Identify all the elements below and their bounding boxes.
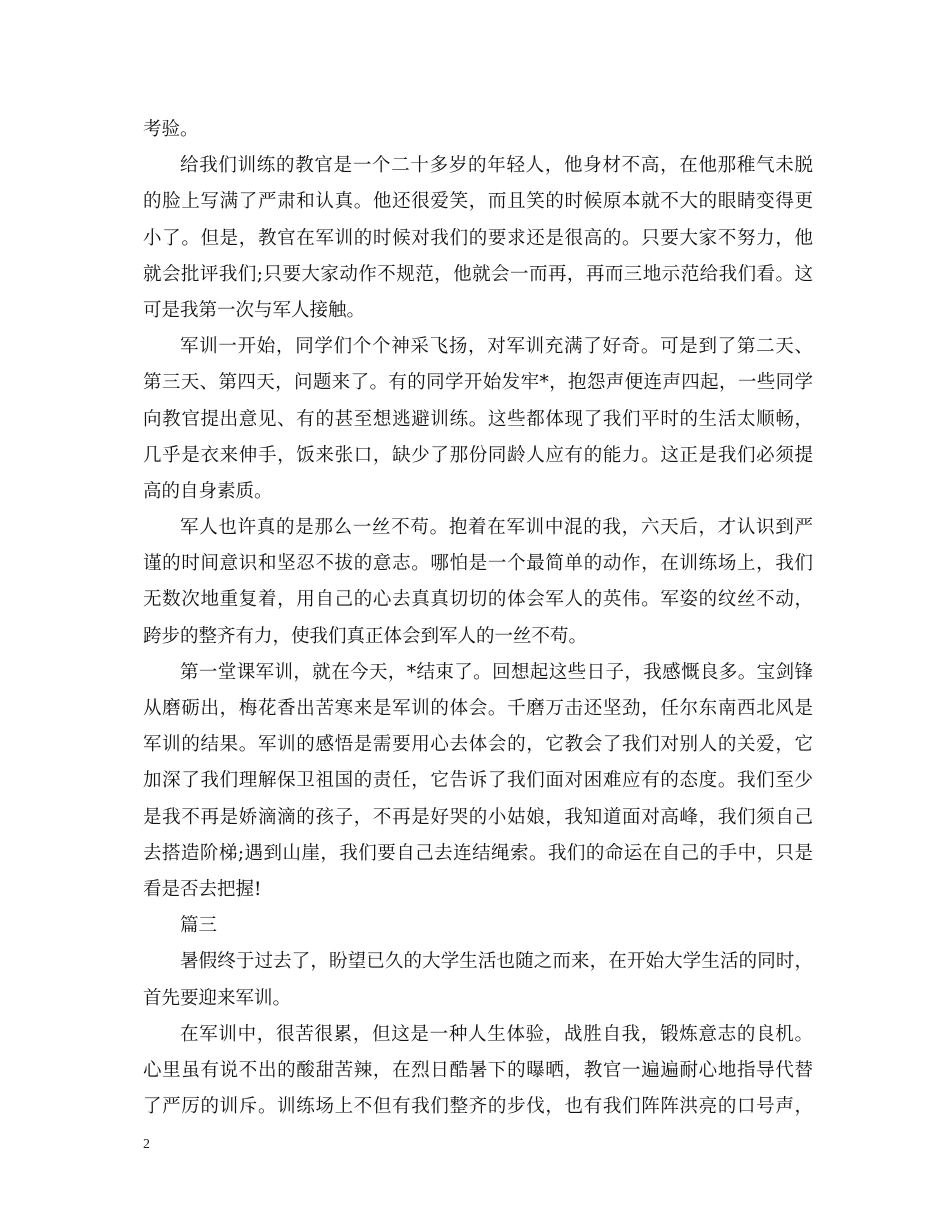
text-line: 高的自身素质。	[143, 480, 273, 502]
text-line: 去搭造阶梯;遇到山崖，我们要自己去连结绳索。我们的命运在自己的手中，只是	[143, 842, 813, 864]
text-line: 从磨砺出，梅花香出苦寒来是军训的体会。千磨万击还坚劲，任尔东南西北风是	[143, 698, 813, 719]
text-line: 是我不再是娇滴滴的孩子，不再是好哭的小姑娘，我知道面对高峰，我们须自己	[143, 806, 813, 828]
text-line: 跨步的整齐有力，使我们真正体会到军人的一丝不苟。	[143, 625, 588, 647]
text-line: 向教官提出意见、有的甚至想逃避训练。这些都体现了我们平时的生活太顺畅，	[143, 408, 813, 430]
text-line: 看是否去把握!	[143, 878, 262, 900]
text-line: 心里虽有说不出的酸甜苦辣，在烈日酷暑下的曝晒，教官一遍遍耐心地指导代替	[143, 1059, 813, 1081]
text-line: 军人也许真的是那么一丝不苟。抱着在军训中混的我，六天后，才认识到严	[180, 517, 813, 539]
page-number: 2	[143, 1137, 150, 1152]
text-line: 给我们训练的教官是一个二十多岁的年轻人，他身材不高，在他那稚气未脱	[180, 155, 813, 177]
text-line: 首先要迎来军训。	[143, 987, 292, 1009]
body-text	[143, 112, 813, 1125]
text-line: 第一堂课军训，就在今天，*结束了。回想起这些日子，我感慨良多。宝剑锋	[180, 661, 813, 683]
text-line: 暑假终于过去了，盼望已久的大学生活也随之而来，在开始大学生活的同时，	[180, 951, 813, 973]
text-line: 在军训中，很苦很累，但这是一种人生体验，战胜自我，锻炼意志的良机。	[180, 1023, 813, 1045]
text-line: 几乎是衣来伸手，饭来张口，缺少了那份同龄人应有的能力。这正是我们必须提	[143, 444, 813, 466]
text-line: 谨的时间意识和坚忍不拔的意志。哪怕是一个最简单的动作，在训练场上，我们	[143, 553, 813, 575]
text-line: 军训的结果。军训的感悟是需要用心去体会的，它教会了我们对别人的关爱，它	[143, 734, 813, 756]
text-line: 的脸上写满了严肃和认真。他还很爱笑，而且笑的时候原本就不大的眼睛变得更	[143, 191, 813, 213]
text-line: 可是我第一次与军人接触。	[143, 299, 366, 321]
text-line: 军训一开始，同学们个个神采飞扬，对军训充满了好奇。可是到了第二天、	[180, 336, 813, 358]
text-line: 加深了我们理解保卫祖国的责任，它告诉了我们面对困难应有的态度。我们至少	[143, 770, 813, 792]
text-line: 考验。	[143, 119, 199, 140]
text-line: 就会批评我们;只要大家动作不规范，他就会一而再，再而三地示范给我们看。这	[143, 263, 813, 285]
section-heading: 篇三	[180, 915, 218, 937]
text-line: 第三天、第四天，问题来了。有的同学开始发牢*，抱怨声便连声四起，一些同学	[143, 372, 813, 394]
text-line: 小了。但是，教官在军训的时候对我们的要求还是很高的。只要大家不努力，他	[143, 227, 813, 249]
text-line: 了严厉的训斥。训练场上不但有我们整齐的步伐，也有我们阵阵洪亮的口号声，	[143, 1096, 813, 1118]
text-line: 无数次地重复着，用自己的心去真真切切的体会军人的英伟。军姿的纹丝不动，	[143, 589, 813, 611]
